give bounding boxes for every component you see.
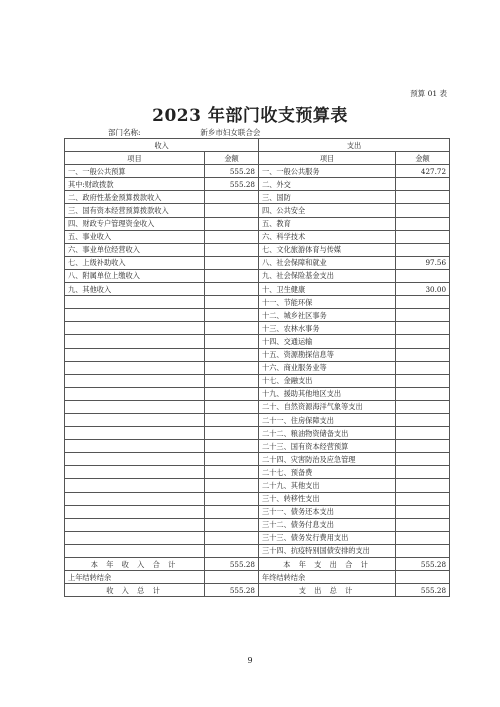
- table-row: [65, 440, 450, 453]
- income-amount: [205, 256, 259, 269]
- income-item: 二、政府性基金预算拨款收入: [65, 191, 205, 204]
- income-amount: [205, 348, 259, 361]
- expense-amount: [396, 505, 450, 518]
- expense-item: 八、社会保障和就业: [259, 256, 396, 269]
- table-row: [65, 322, 450, 335]
- total-expense-amount: [396, 571, 450, 584]
- total-expense-amount: 555.28: [396, 558, 450, 571]
- expense-amount: [396, 348, 450, 361]
- income-item: [65, 427, 205, 440]
- expense-amount: [396, 374, 450, 387]
- total-income-amount: [205, 571, 259, 584]
- expense-amount: [396, 531, 450, 544]
- income-amount: [205, 544, 259, 557]
- income-amount: [205, 243, 259, 256]
- table-row: [65, 427, 450, 440]
- expense-amount: 427.72: [396, 165, 450, 178]
- income-item: 六、事业单位经营收入: [65, 243, 205, 256]
- expense-item: 十六、商业服务业等: [259, 361, 396, 374]
- income-amount: [205, 440, 259, 453]
- expense-amount: [396, 217, 450, 230]
- income-header: 收入: [65, 139, 259, 152]
- expense-item: 三十二、债务付息支出: [259, 518, 396, 531]
- expense-amount: [396, 453, 450, 466]
- table-row: [65, 531, 450, 544]
- table-row: [65, 387, 450, 400]
- total-expense-label: 本 年 支 出 合 计: [259, 558, 396, 571]
- income-amount: [205, 479, 259, 492]
- income-amount: [205, 505, 259, 518]
- expense-header: 支出: [259, 139, 450, 152]
- income-item: 九、其他收入: [65, 283, 205, 296]
- table-id: 预算 01 表: [410, 89, 447, 98]
- income-item: [65, 518, 205, 531]
- table-row: [65, 413, 450, 426]
- page-number: 9: [247, 656, 253, 665]
- income-item: [65, 492, 205, 505]
- income-item: [65, 348, 205, 361]
- table-row: [65, 296, 450, 309]
- expense-item: 二十二、粮油物资储备支出: [259, 427, 396, 440]
- total-row: [65, 571, 450, 584]
- income-item: [65, 544, 205, 557]
- table-row: [65, 309, 450, 322]
- expense-amount: [396, 413, 450, 426]
- expense-item: 十五、资源勘探信息等: [259, 348, 396, 361]
- expense-amount: [396, 427, 450, 440]
- table-row: [65, 217, 450, 230]
- income-amount: [205, 322, 259, 335]
- table-row: [65, 178, 450, 191]
- total-expense-amount: 555.28: [396, 584, 450, 597]
- expense-amount: [396, 361, 450, 374]
- expense-item: 二十一、住房保障支出: [259, 413, 396, 426]
- income-item: 八、附属单位上缴收入: [65, 269, 205, 282]
- income-amount: [205, 387, 259, 400]
- income-item: [65, 361, 205, 374]
- income-amount: [205, 374, 259, 387]
- income-item: [65, 387, 205, 400]
- expense-amount: [396, 335, 450, 348]
- income-amount: [205, 453, 259, 466]
- expense-amount: [396, 269, 450, 282]
- expense-item: 十、卫生健康: [259, 283, 396, 296]
- income-item: [65, 440, 205, 453]
- expense-item: 三十三、债务发行费用支出: [259, 531, 396, 544]
- expense-item: 九、社会保险基金支出: [259, 269, 396, 282]
- income-amount: [205, 230, 259, 243]
- expense-amount: [396, 518, 450, 531]
- income-item: [65, 335, 205, 348]
- expense-amount: [396, 400, 450, 413]
- expense-amount: 30.00: [396, 283, 450, 296]
- total-income-label: 本 年 收 入 合 计: [65, 558, 205, 571]
- income-item: [65, 466, 205, 479]
- total-income-amount: 555.28: [205, 584, 259, 597]
- income-amount-header: 金额: [205, 152, 259, 165]
- income-amount: [205, 400, 259, 413]
- table-row: [65, 269, 450, 282]
- table-row: [65, 544, 450, 557]
- expense-amount: [396, 479, 450, 492]
- table-row: [65, 204, 450, 217]
- page-title: 2023 年部门收支预算表: [152, 106, 348, 126]
- expense-item: 十七、金融支出: [259, 374, 396, 387]
- total-row: [65, 584, 450, 597]
- total-income-amount: 555.28: [205, 558, 259, 571]
- table-row: [65, 230, 450, 243]
- expense-amount: [396, 243, 450, 256]
- income-item: 其中:财政拨款: [65, 178, 205, 191]
- income-item: [65, 296, 205, 309]
- income-amount: [205, 413, 259, 426]
- income-amount: [205, 283, 259, 296]
- expense-item: 十九、援助其他地区支出: [259, 387, 396, 400]
- income-item-header: 项目: [65, 152, 205, 165]
- table-row: [65, 165, 450, 178]
- income-amount: [205, 466, 259, 479]
- table-row: [65, 283, 450, 296]
- income-item: [65, 322, 205, 335]
- expense-item: 七、文化旅游体育与传媒: [259, 243, 396, 256]
- expense-amount: [396, 191, 450, 204]
- expense-amount: [396, 440, 450, 453]
- income-item: 七、上级补助收入: [65, 256, 205, 269]
- expense-amount: [396, 204, 450, 217]
- expense-item: 二、外交: [259, 178, 396, 191]
- budget-table: [64, 138, 450, 597]
- department-name: 新乡市妇女联合会: [200, 128, 261, 137]
- expense-amount: [396, 322, 450, 335]
- expense-item: 十一、节能环保: [259, 296, 396, 309]
- table-row: [65, 479, 450, 492]
- income-amount: [205, 269, 259, 282]
- expense-item: 十三、农林水事务: [259, 322, 396, 335]
- table-row: [65, 518, 450, 531]
- expense-item: 十二、城乡社区事务: [259, 309, 396, 322]
- department-label: 部门名称:: [108, 128, 141, 137]
- expense-item: 四、公共安全: [259, 204, 396, 217]
- expense-item: 一、一般公共服务: [259, 165, 396, 178]
- table-row: [65, 191, 450, 204]
- expense-item: 三十、转移性支出: [259, 492, 396, 505]
- expense-amount: [396, 544, 450, 557]
- expense-amount-header: 金额: [396, 152, 450, 165]
- income-item: [65, 400, 205, 413]
- expense-item: 五、教育: [259, 217, 396, 230]
- section-header-row: [65, 139, 450, 152]
- table-row: [65, 361, 450, 374]
- income-amount: [205, 217, 259, 230]
- income-amount: [205, 296, 259, 309]
- income-amount: [205, 335, 259, 348]
- expense-item-header: 项目: [259, 152, 396, 165]
- expense-item: 三十一、债务还本支出: [259, 505, 396, 518]
- expense-item: 三十四、抗疫特别国债安排的支出: [259, 544, 396, 557]
- income-item: 三、国有资本经营预算拨款收入: [65, 204, 205, 217]
- total-row: [65, 558, 450, 571]
- income-item: 四、财政专户管理资金收入: [65, 217, 205, 230]
- income-item: [65, 453, 205, 466]
- income-amount: [205, 427, 259, 440]
- total-expense-label: 支 出 总 计: [259, 584, 396, 597]
- income-item: [65, 374, 205, 387]
- income-amount: 555.28: [205, 178, 259, 191]
- department-row: [108, 127, 260, 138]
- expense-item: 三、国防: [259, 191, 396, 204]
- income-amount: [205, 204, 259, 217]
- expense-item: 二十七、预备费: [259, 466, 396, 479]
- table-row: [65, 374, 450, 387]
- table-row: [65, 492, 450, 505]
- income-item: [65, 479, 205, 492]
- income-amount: [205, 309, 259, 322]
- income-amount: 555.28: [205, 165, 259, 178]
- table-row: [65, 348, 450, 361]
- expense-amount: [396, 178, 450, 191]
- total-income-label: 收 入 总 计: [65, 584, 205, 597]
- income-item: [65, 505, 205, 518]
- expense-amount: [396, 309, 450, 322]
- expense-item: 二十三、国有资本经营预算: [259, 440, 396, 453]
- table-row: [65, 505, 450, 518]
- income-amount: [205, 191, 259, 204]
- income-amount: [205, 361, 259, 374]
- table-row: [65, 466, 450, 479]
- table-row: [65, 243, 450, 256]
- expense-item: 二十、自然资源海洋气象等支出: [259, 400, 396, 413]
- table-row: [65, 256, 450, 269]
- table-row: [65, 400, 450, 413]
- expense-item: 六、科学技术: [259, 230, 396, 243]
- expense-amount: [396, 387, 450, 400]
- total-income-label: 上年结转结余: [65, 571, 205, 584]
- table-row: [65, 335, 450, 348]
- income-item: [65, 531, 205, 544]
- expense-amount: [396, 296, 450, 309]
- income-amount: [205, 531, 259, 544]
- expense-item: 二十四、灾害防治及应急管理: [259, 453, 396, 466]
- income-item: [65, 413, 205, 426]
- income-item: 五、事业收入: [65, 230, 205, 243]
- total-expense-label: 年终结转结余: [259, 571, 396, 584]
- table-row: [65, 453, 450, 466]
- income-item: 一、一般公共预算: [65, 165, 205, 178]
- column-header-row: [65, 152, 450, 165]
- income-item: [65, 309, 205, 322]
- expense-amount: [396, 230, 450, 243]
- income-amount: [205, 492, 259, 505]
- expense-item: 二十九、其他支出: [259, 479, 396, 492]
- expense-item: 十四、交通运输: [259, 335, 396, 348]
- expense-amount: [396, 466, 450, 479]
- income-amount: [205, 518, 259, 531]
- expense-amount: [396, 492, 450, 505]
- expense-amount: 97.56: [396, 256, 450, 269]
